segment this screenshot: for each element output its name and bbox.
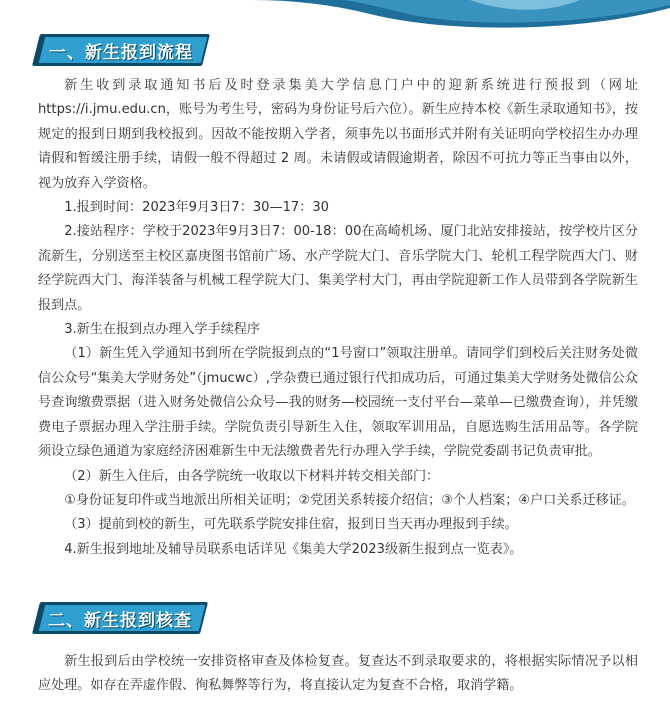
paragraph-step-2: （2）新生入住后，由各学院统一收取以下材料并转交相关部门： [64, 468, 440, 484]
section-title: 二、新生报到核查 [48, 610, 192, 631]
section-title: 一、新生报到流程 [49, 42, 193, 63]
paragraph-time: 1.报到时间：2023年9月3日7：30—17：30 [64, 200, 330, 216]
section-header-registration-check [36, 602, 204, 634]
paragraph-intro: 新生收到录取通知书后及时登录集美大学信息门户中的迎新系统进行预报到（网址https://i.jmu.edu.cn，账号为考生号，密码为身份证号后六位）。新生应持本校《新生录取通知书》，按规定的报到日期到我校报到。因故不能按期入学者，须事先以书面形式并附有关证明向学校招生办办理请假和暂缓注册手续，请假一般不得超过 2 周。未请假或请假逾期者，除因不可抗力等正当事由以外，视为放弃入学资格。 [38, 78, 638, 191]
paragraph-contact: 4.新生报到地址及辅导员联系电话详见《集美大学2023级新生报到点一览表》。 [64, 541, 523, 557]
header-decoration-image [250, 0, 670, 30]
registration-check-body [38, 650, 638, 699]
paragraph-materials: ①身份证复印件或当地派出所相关证明；②党团关系转接介绍信；③个人档案；④户口关系迁移证。 [64, 492, 635, 508]
section-header-registration-process [36, 34, 206, 66]
registration-process-body [38, 74, 638, 562]
paragraph-step-1: （1）新生凭入学通知书到所在学院报到点的“1号窗口”领取注册单。请同学们到校后关注财务处微信公众号“集美大学财务处”（jmucwc）,学杂费已通过银行代扣成功后，可通过集美大学财务处微信公众号查询缴费票据（进入财务处微信公众号—我的财务—校园统一支付平台—菜单—已缴费查询），并凭缴费电子票据办理入学注册手续。学院负责引导新生入住，领取军训用品，自愿选购生活用品等。各学院须设立绿色通道为家庭经济困难新生中无法缴费者先行办理入学手续，学院党委副书记负责审批。 [38, 346, 638, 460]
paragraph-check: 新生报到后由学校统一安排资格审查及体检复查。复查达不到录取要求的，将根据实际情况予以相应处理。如存在弄虚作假、徇私舞弊等行为，将直接认定为复查不合格，取消学籍。 [38, 654, 638, 694]
paragraph-procedure: 3.新生在报到点办理入学手续程序 [64, 322, 260, 338]
paragraph-step-3: （3）提前到校的新生，可先联系学院安排住宿，报到日当天再办理报到手续。 [64, 517, 518, 533]
paragraph-pickup: 2.接站程序：学校于2023年9月3日7：00-18：00在高崎机场、厦门北站安排接站，按学校片区分流新生，分别送至主校区嘉庚图书馆前广场、水产学院大门、音乐学院大门、轮机工程学院西大门、财经学院西大门、海洋装备与机械工程学院大门、集美学村大门，再由学院迎新工作人员带到各学院新生报到点。 [38, 224, 638, 313]
